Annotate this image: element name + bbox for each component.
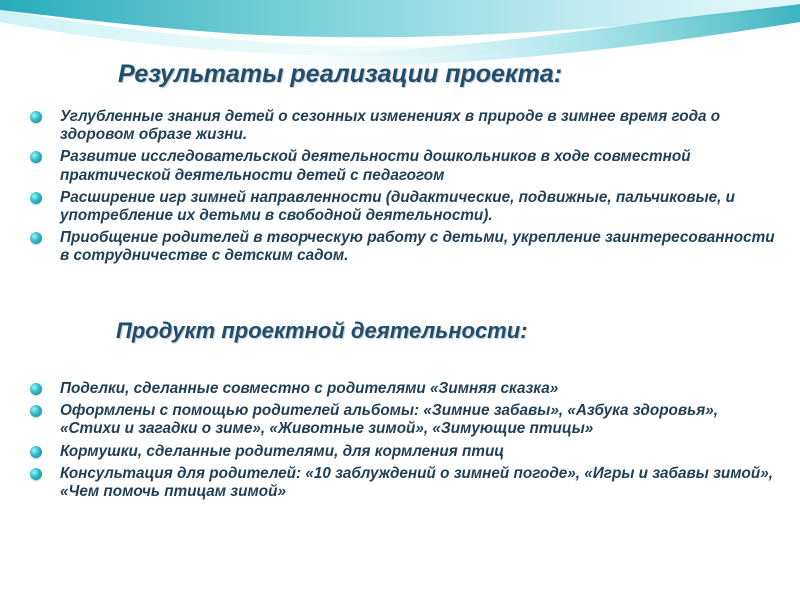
results-title: Результаты реализации проекта: <box>118 60 563 88</box>
bullet-icon <box>30 232 42 244</box>
list-item-text: Оформлены с помощью родителей альбомы: «Зимние забавы», «Азбука здоровья», «Стихи и загадки о зиме», «Животные зимой», «Зимующие птицы» <box>60 402 718 438</box>
list-item-text: Поделки, сделанные совместно с родителями «Зимняя сказка» <box>60 380 559 397</box>
list-item-text: Развитие исследовательской деятельности дошкольников в ходе совместной практической деятельности детей с педагогом <box>60 148 691 184</box>
list-item-text: Углубленные знания детей о сезонных изменениях в природе в зимнее время года о здоровом образе жизни. <box>60 108 721 144</box>
list-item <box>30 108 782 144</box>
bullet-icon <box>30 111 42 123</box>
bullet-icon <box>30 151 42 163</box>
bullet-icon <box>30 468 42 480</box>
bullet-icon <box>30 446 42 458</box>
results-list <box>30 108 782 270</box>
list-item <box>30 402 782 438</box>
product-list <box>30 380 782 505</box>
list-item <box>30 380 782 398</box>
list-item <box>30 443 782 461</box>
list-item <box>30 229 782 265</box>
list-item <box>30 465 782 501</box>
product-title: Продукт проектной деятельности: <box>116 318 528 343</box>
list-item <box>30 189 782 225</box>
bullet-icon <box>30 383 42 395</box>
bullet-icon <box>30 405 42 417</box>
list-item-text: Приобщение родителей в творческую работу с детьми, укрепление заинтересованности в сотрудничестве с детским садом. <box>60 229 775 265</box>
list-item-text: Кормушки, сделанные родителями, для кормления птиц <box>60 442 505 460</box>
list-item <box>30 148 782 184</box>
bullet-icon <box>30 192 42 204</box>
list-item-text: Консультация для родителей: «10 заблуждений о зимней погоде», «Игры и забавы зимой», «Чем помочь птицам зимой» <box>60 464 773 501</box>
list-item-text: Расширение игр зимней направленности (дидактические, подвижные, пальчиковые, и употребление их детьми в свободной деятельности). <box>60 188 735 225</box>
